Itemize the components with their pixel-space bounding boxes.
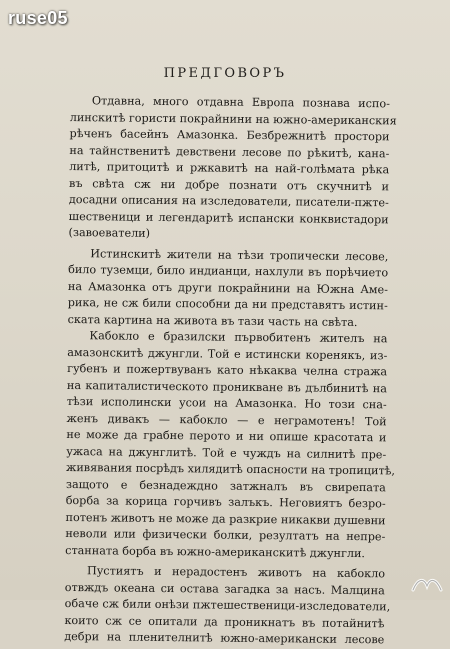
text-line: Истинскитѣ жители на тѣзи тропически лесове, (90, 246, 389, 263)
text-line: станната борба въ южно-американскитѣ джунгли. (65, 543, 366, 560)
paragraph-3 (64, 563, 391, 649)
text-line: ската картина на живота въ тази часть на свѣта. (67, 312, 358, 329)
text-line: отвждъ океана си остава загадка за насъ. Малцина (64, 580, 385, 597)
text-line: дебри на пленителнитѣ южно-американски лесове (64, 629, 385, 647)
text-line: линскитѣ гористи покрайнини на южно-американския (69, 110, 397, 127)
text-line: рѣченъ басейнъ Амазонка. Безбрежнитѣ простори (69, 126, 390, 144)
text-line: литѣ, притоцитѣ и ржкавитѣ на най-голѣмата рѣка (69, 159, 390, 177)
text-line: губенъ и пожертвуванъ като нѣкаква челна стража (67, 361, 388, 379)
text-line: въ свѣта сж ни добре познати отъ скучнитѣ и (68, 176, 390, 193)
text-line: обаче сж били онѣзи пжтешественици-изследователи, (64, 596, 391, 614)
text-line: ужаса на джунглитѣ. Той е чуждъ на силнитѣ пре- (66, 444, 387, 461)
page-title: ПРЕДГОВОРЪ (163, 66, 287, 81)
text-line: Кабокло е бразилски първобитенъ жителъ на (89, 329, 388, 346)
text-line: женъ дивакъ — кабокло — е неграмотенъ! Той (66, 411, 387, 428)
text-line: шественици и легендаритѣ испански конквистадори (68, 209, 389, 226)
body-text (64, 93, 397, 649)
text-line: живявания посрѣдъ хилядитѣ опасности на тропицитѣ, (66, 460, 396, 478)
paragraph-1 (68, 93, 397, 245)
text-line: на тайнственитѣ девствени лесове по рѣкитѣ, кана- (69, 143, 390, 160)
text-line: борба за корица горчивъ залъкъ. Неговиятъ безро- (65, 493, 386, 511)
text-line: на капиталистическото проникване въ дълбинитѣ на (66, 378, 387, 395)
text-line: тѣзи исполински усои на Амазонка. Но този сна- (66, 394, 387, 412)
site-logo-icon (410, 574, 444, 594)
text-line: не може да грабне перото и ни опише красотата и (66, 427, 387, 445)
text-line: рика, не сж били способни да ни представятъ истин- (67, 295, 388, 313)
site-watermark: ruse05 (8, 8, 68, 28)
text-line: Пустиятъ и нерадостенъ животъ на кабокло (86, 564, 386, 581)
paragraph-2 (65, 245, 396, 562)
text-line: неволи или физически болки, резултатъ на непре- (65, 526, 386, 544)
text-line: защото е безнадеждно затжналъ въ свирепата (65, 477, 386, 494)
text-line: (завоеватели) (68, 225, 151, 240)
text-line: потенъ животъ не може да разкрие никакви душевни (65, 510, 386, 527)
text-line: досадни описания на изследователи, писатели-пжте- (68, 192, 389, 210)
text-line: които сж се опитали да проникнатъ въ потайнитѣ (64, 613, 385, 630)
text-line: Отдавна, много отдавна Европа познава испо- (91, 94, 390, 111)
text-line: на Амазонка отъ други покрайнини на Южна Аме- (67, 279, 389, 296)
text-line: амазонскитѣ джунгли. Той е истински коренякъ, из- (67, 345, 388, 362)
text-line: било туземци, било индианци, нахлули въ порѣчието (68, 262, 389, 280)
